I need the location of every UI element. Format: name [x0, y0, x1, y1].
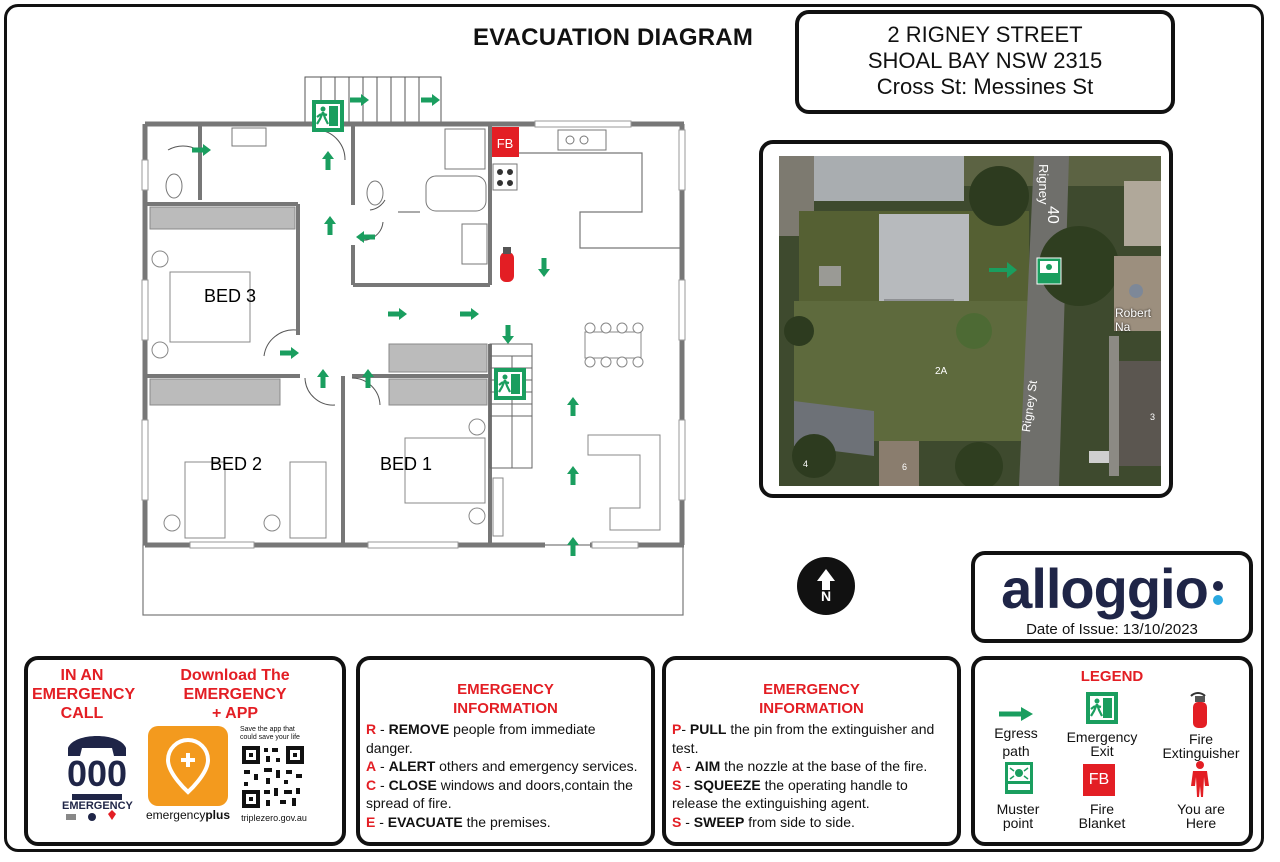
emergency-call-line2: EMERGENCY [32, 686, 136, 703]
map-label-lot-4: 4 [803, 459, 809, 469]
pass-item-s1 [672, 776, 951, 813]
pass-heading [666, 680, 957, 718]
emergency-number-sub: EMERGENCY [62, 800, 133, 812]
emergency-info-pass-box [662, 656, 961, 846]
north-compass [797, 557, 855, 615]
emergency-call-box [24, 656, 346, 846]
legend-blanket-label [1055, 802, 1149, 830]
download-line3: + APP [211, 705, 259, 722]
legend-muster-point-icon [1005, 762, 1033, 794]
legend-extinguisher-1: Fire [1188, 731, 1214, 747]
download-line1: Download The [180, 667, 290, 684]
legend-fire-blanket-icon: FB [1083, 764, 1115, 796]
emergency-call-heading [32, 666, 136, 723]
satellite-map [779, 156, 1161, 486]
triple-zero-logo [62, 726, 132, 822]
pass-action-squeeze: SQUEEZE [693, 776, 761, 793]
race-action-remove: REMOVE [388, 721, 450, 737]
date-of-issue: Date of Issue: 13/10/2023 [1026, 621, 1198, 638]
legend-blanket-1: Fire [1089, 801, 1115, 817]
pass-text-sweep: from side to side. [744, 813, 855, 830]
compass-label: N [820, 588, 832, 604]
app-name [140, 808, 236, 822]
race-sep-e: - [375, 813, 388, 830]
legend-here-2: Here [1185, 815, 1217, 831]
pass-action-pull: PULL [689, 721, 727, 737]
emergency-info-race-box [356, 656, 655, 846]
map-speed-sign: 40 [1044, 206, 1061, 224]
race-item-c [366, 776, 645, 813]
pass-heading-1: EMERGENCY [763, 681, 860, 698]
race-action-alert: ALERT [388, 758, 436, 774]
brand-box [971, 551, 1253, 643]
floor-plan [0, 0, 760, 630]
pass-sep-s2: - [681, 813, 694, 830]
save-app-text [240, 726, 310, 742]
race-sep-c: - [376, 776, 389, 793]
legend-here-label [1151, 802, 1251, 830]
race-list [360, 720, 651, 831]
map-label-lot-2a: 2A [935, 366, 948, 377]
address-line-2: SHOAL BAY NSW 2315 [867, 48, 1103, 73]
race-text-alert: others and emergency services. [435, 758, 638, 774]
legend-muster-2: point [1002, 815, 1034, 831]
race-key-c: C [366, 776, 377, 793]
pass-sep-a: - [682, 758, 695, 774]
race-text-evacuate: the premises. [462, 813, 551, 830]
race-heading-1: EMERGENCY [457, 681, 554, 698]
map-label-place: Robert Na [1115, 306, 1152, 334]
pass-sep-s1: - [681, 776, 694, 793]
qr-code-icon [240, 744, 306, 810]
brand-name: alloggio [1001, 557, 1208, 620]
legend-you-are-here-icon [1187, 760, 1213, 798]
legend-exit-1: Emergency [1066, 729, 1138, 745]
race-action-evacuate: EVACUATE [387, 813, 463, 830]
download-app-heading [160, 666, 310, 723]
room-label-bed2: BED 2 [209, 454, 263, 474]
address-box [795, 10, 1175, 114]
race-heading-2: INFORMATION [453, 700, 558, 717]
pass-list [666, 720, 957, 831]
pass-key-s2: S [672, 813, 682, 830]
race-key-r: R [366, 721, 377, 737]
pass-key-s1: S [672, 776, 682, 793]
legend-heading: LEGEND [1080, 668, 1144, 685]
emergency-call-line1: IN AN [60, 667, 104, 684]
race-item-e [366, 813, 645, 832]
legend-egress-arrow-icon [997, 706, 1037, 722]
emergency-exit-sign-top [312, 100, 344, 132]
legend-exit-label [1055, 730, 1149, 758]
triplezero-site: triplezero.gov.au [241, 813, 307, 823]
save-text-1: Save the app that [240, 726, 295, 733]
legend-exit-icon [1086, 692, 1118, 724]
legend-extinguisher-label [1151, 732, 1251, 760]
race-action-close: CLOSE [388, 776, 437, 793]
legend-fire-extinguisher-icon [1185, 690, 1215, 730]
pass-key-p: P [672, 721, 682, 737]
pass-sep-p: - [681, 721, 690, 737]
pass-action-sweep: SWEEP [693, 813, 745, 830]
address-line-1: 2 RIGNEY STREET [887, 22, 1083, 47]
pass-item-p [672, 720, 951, 757]
pass-heading-2: INFORMATION [759, 700, 864, 717]
room-label-bed1: BED 1 [379, 454, 433, 474]
legend-box [971, 656, 1253, 846]
pass-item-s2 [672, 813, 951, 832]
page-title: EVACUATION DIAGRAM [473, 24, 754, 51]
brand-logo [975, 559, 1249, 619]
app-name-b: plus [205, 808, 231, 822]
pass-action-aim: AIM [694, 758, 721, 774]
pass-key-a: A [672, 758, 683, 774]
race-item-a [366, 757, 645, 776]
race-text-close: windows and doors,contain the spread of fire. [366, 776, 633, 811]
legend-egress-label [979, 726, 1053, 758]
race-text-remove: people from immediate danger. [366, 721, 596, 756]
room-label-bed3: BED 3 [203, 286, 257, 306]
legend-blanket-2: Blanket [1078, 815, 1126, 831]
pass-text-pull: the pin from the extinguisher and test. [672, 721, 935, 756]
emergency-exit-sign-stairs [494, 368, 526, 400]
legend-extinguisher-2: Extinguisher [1162, 745, 1240, 761]
legend-muster-label [979, 802, 1057, 830]
save-text-2: could save your life [240, 734, 300, 741]
pass-text-squeeze: the operating handle to release the extinguishing agent. [672, 776, 908, 811]
map-label-rigney-top: Rigney [1036, 164, 1051, 205]
legend-egress-1: Egress [994, 725, 1038, 741]
race-sep-a: - [376, 758, 389, 774]
legend-here-1: You are [1177, 801, 1225, 817]
fire-blanket-tag: FB [496, 136, 514, 151]
legend-egress-2: path [1002, 743, 1030, 759]
race-sep-r: - [376, 721, 389, 737]
legend-muster-1: Muster [996, 801, 1040, 817]
map-label-lot-3: 3 [1150, 412, 1156, 422]
emergency-plus-app-icon [148, 726, 228, 806]
pass-text-aim: the nozzle at the base of the fire. [720, 758, 928, 774]
address-line-3: Cross St: Messines St [876, 74, 1094, 99]
download-line2: EMERGENCY [183, 686, 287, 703]
pass-item-a [672, 757, 951, 776]
race-key-e: E [366, 813, 376, 830]
emergency-number: 000 [66, 753, 128, 794]
race-key-a: A [366, 758, 377, 774]
emergency-call-line3: CALL [60, 705, 104, 722]
map-label-street: Rigney St [1019, 379, 1041, 433]
map-label-lot-6: 6 [902, 462, 908, 472]
race-heading [360, 680, 651, 718]
app-name-a: emergency [145, 808, 206, 822]
race-item-r [366, 720, 645, 757]
legend-exit-2: Exit [1090, 743, 1114, 759]
site-map-box [759, 140, 1173, 498]
